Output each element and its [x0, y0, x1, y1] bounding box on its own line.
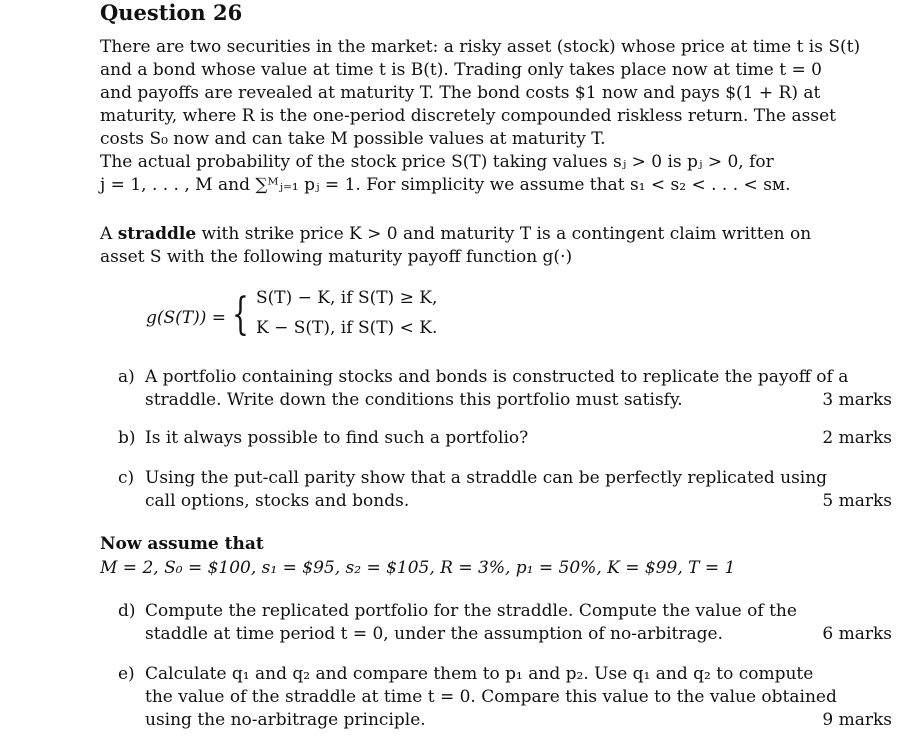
marks-a: 3 marks — [822, 390, 892, 410]
question-item-b — [118, 427, 812, 450]
now-assume-heading: Now assume that — [100, 534, 264, 554]
question-title: Question 26 — [100, 0, 243, 25]
item-line: Using the put-call parity show that a straddle can be perfectly replicated using — [145, 468, 828, 488]
item-line: A portfolio containing stocks and bonds is constructed to replicate the payoff of a — [145, 367, 849, 387]
item-line: the value of the straddle at time t = 0. Compare this value to the value obtained — [145, 687, 837, 707]
marks-c: 5 marks — [822, 491, 892, 511]
formula-case-2: K − S(T), if S(T) < K. — [256, 318, 438, 338]
formula-case-1: S(T) − K, if S(T) ≥ K, — [256, 288, 438, 308]
item-label: e) — [118, 664, 135, 684]
intro-line: costs S₀ now and can take M possible values at maturity T. — [100, 129, 606, 149]
intro-line: There are two securities in the market: a risky asset (stock) whose price at time t is S(t) — [100, 37, 861, 57]
intro-line: The actual probability of the stock price S(T) taking values sⱼ > 0 is pⱼ > 0, for — [100, 152, 774, 172]
marks-b: 2 marks — [822, 428, 892, 448]
item-line: Calculate q₁ and q₂ and compare them to p₁ and p₂. Use q₁ and q₂ to compute — [145, 664, 814, 684]
item-line: using the no-arbitrage principle. — [145, 710, 426, 730]
item-label: b) — [118, 428, 136, 448]
intro-line: j = 1, . . . , M and ∑ᴹⱼ₌₁ pⱼ = 1. For simplicity we assume that s₁ < s₂ < . . . < sᴍ. — [100, 175, 791, 195]
item-label: d) — [118, 601, 136, 621]
straddle-term: straddle — [117, 224, 197, 244]
straddle-line-1-rest: with strike price K > 0 and maturity T is a contingent claim written on — [196, 224, 812, 244]
intro-line: maturity, where R is the one-period discretely compounded riskless return. The asset — [100, 106, 836, 126]
straddle-line-2: asset S with the following maturity payoff function g(·) — [100, 247, 573, 267]
item-line: staddle at time period t = 0, under the assumption of no-arbitrage. — [145, 624, 723, 644]
intro-line: and a bond whose value at time t is B(t). Trading only takes place now at time t = 0 — [100, 60, 822, 80]
item-line: Compute the replicated portfolio for the straddle. Compute the value of the — [145, 601, 797, 621]
item-line: straddle. Write down the conditions this portfolio must satisfy. — [145, 390, 683, 410]
straddle-lead: A — [100, 224, 113, 244]
item-label: c) — [118, 468, 135, 488]
question-item-a — [118, 366, 849, 412]
intro-paragraph — [100, 36, 861, 197]
marks-d: 6 marks — [822, 624, 892, 644]
question-item-c — [118, 467, 828, 513]
question-item-e — [118, 663, 837, 732]
formula-lhs: g(S(T)) = — [146, 308, 227, 328]
item-line: call options, stocks and bonds. — [145, 491, 410, 511]
marks-e: 9 marks — [822, 710, 892, 730]
straddle-definition — [100, 223, 812, 269]
intro-line: and payoffs are revealed at maturity T. The bond costs $1 now and pays $(1 + R) at — [100, 83, 821, 103]
item-label: a) — [118, 367, 135, 387]
parameter-values: M = 2, S₀ = $100, s₁ = $95, s₂ = $105, R = 3%, p₁ = 50%, K = $99, T = 1 — [100, 558, 736, 578]
straddle-line-1 — [100, 223, 812, 246]
question-item-d — [118, 600, 812, 646]
formula-brace: { — [232, 289, 249, 340]
item-line: Is it always possible to find such a portfolio? — [145, 428, 529, 448]
